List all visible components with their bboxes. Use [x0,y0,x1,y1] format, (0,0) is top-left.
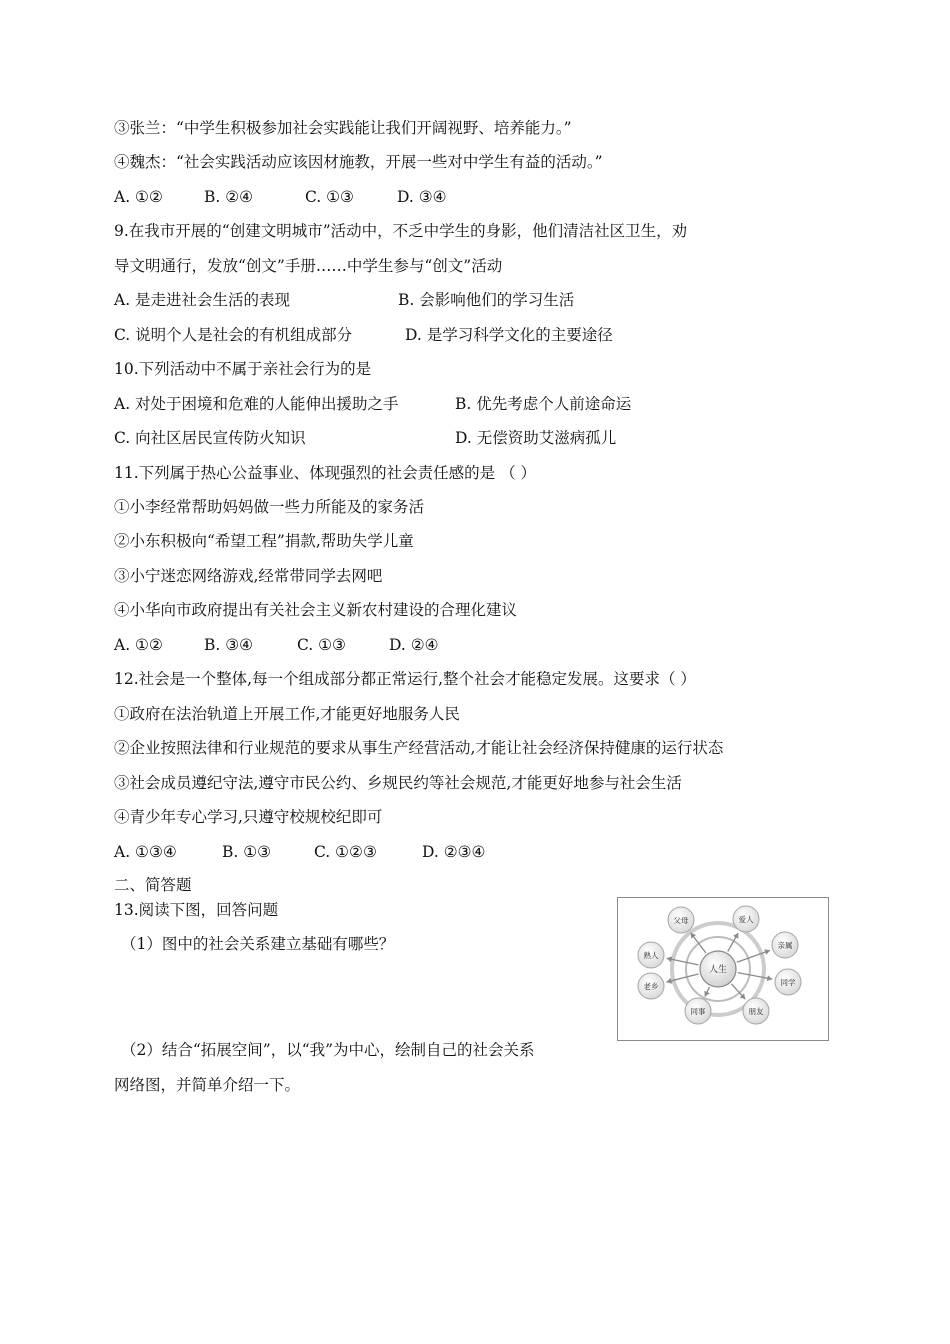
q11-option-d: D. ②④ [389,636,439,654]
q11-stem: 11.下列属于热心公益事业、体现强烈的社会责任感的是 （ ） [114,464,537,482]
q9-stem-line-2: 导文明通行，发放“创文”手册……中学生参与“创文”活动 [114,257,503,275]
q10-option-b: B. 优先考虑个人前途命运 [455,395,632,413]
relation-node-label-7: 老乡 [643,982,659,991]
q13-sub-question-2-line-1: （2）结合“拓展空间”，以“我”为中心，绘制自己的社会关系 [121,1041,535,1059]
q11-item-4: ④小华向市政府提出有关社会主义新农村建设的合理化建议 [114,601,518,619]
arrow-head-1 [691,933,696,939]
social-relationship-figure [617,897,829,1041]
q8-item-3: ③张兰：“中学生积极参加社会实践能让我们开阔视野、培养能力。” [114,119,572,137]
q13-stem: 13.阅读下图，回答问题 [114,901,279,919]
q11-item-1: ①小李经常帮助妈妈做一些力所能及的家务活 [114,498,425,516]
arrow-head-4 [767,975,772,981]
q12-option-c: C. ①②③ [314,843,377,861]
relation-node-label-8: 熟人 [643,951,659,960]
q11-option-c: C. ①③ [297,636,346,654]
q12-item-3: ③社会成员遵纪守法,遵守市民公约、乡规民约等社会规范,才能更好地参与社会生活 [114,774,682,792]
relation-node-label-2: 爱人 [738,915,754,924]
section-2-title: 二、简答题 [114,876,192,894]
q12-option-d: D. ②③④ [422,843,486,861]
q11-option-b: B. ③④ [204,636,254,654]
relation-node-label-1: 父母 [673,916,689,925]
q10-option-d: D. 无偿资助艾滋病孤儿 [455,429,617,447]
q11-option-a: A. ①② [114,636,163,654]
relation-node-label-4: 同学 [780,978,796,987]
q12-option-a: A. ①③④ [114,843,177,861]
q9-stem-line-1: 9.在我市开展的“创建文明城市”活动中，不乏中学生的身影，他们清洁社区卫生，劝 [114,222,688,240]
q12-option-b: B. ①③ [222,843,272,861]
q8-option-d: D. ③④ [397,188,447,206]
q8-option-b: B. ②④ [204,188,254,206]
q11-item-2: ②小东积极向“希望工程”捐款,帮助失学儿童 [114,532,414,550]
q8-item-4: ④魏杰：“社会实践活动应该因材施教，开展一些对中学生有益的活动。” [114,153,603,171]
arrow-line-4 [738,973,773,979]
q8-option-a: A. ①② [114,188,163,206]
q11-item-3: ③小宁迷恋网络游戏,经常带同学去网吧 [114,567,383,585]
relation-node-label-6: 同事 [690,1007,706,1016]
q10-option-a: A. 对处于困境和危难的人能伸出援助之手 [114,395,399,413]
q10-option-c: C. 向社区居民宣传防火知识 [114,429,306,447]
q12-item-4: ④青少年专心学习,只遵守校规校纪即可 [114,808,383,826]
relationship-network-diagram [618,898,828,1040]
relation-node-label-3: 亲属 [777,941,793,950]
center-label: 人生 [708,965,728,975]
q9-option-b: B. 会影响他们的学习生活 [398,291,575,309]
q13-sub-question-2-line-2: 网络图，并简单介绍一下。 [114,1076,301,1094]
q8-option-c: C. ①③ [305,188,354,206]
q13-sub-question-1: （1）图中的社会关系建立基础有哪些？ [121,935,395,953]
q12-stem: 12.社会是一个整体,每一个组成部分都正常运行,整个社会才能稳定发展。这要求（ ） [114,670,696,688]
q9-option-c: C. 说明个人是社会的有机组成部分 [114,326,353,344]
q12-item-2: ②企业按照法律和行业规范的要求从事生产经营活动,才能让社会经济保持健康的运行状态 [114,739,724,757]
q9-option-d: D. 是学习科学文化的主要途径 [405,326,613,344]
q10-stem: 10.下列活动中不属于亲社会行为的是 [114,360,372,378]
relation-node-label-5: 朋友 [748,1007,764,1016]
q9-option-a: A. 是走进社会生活的表现 [114,291,291,309]
q12-item-1: ①政府在法治轨道上开展工作,才能更好地服务人民 [114,705,460,723]
